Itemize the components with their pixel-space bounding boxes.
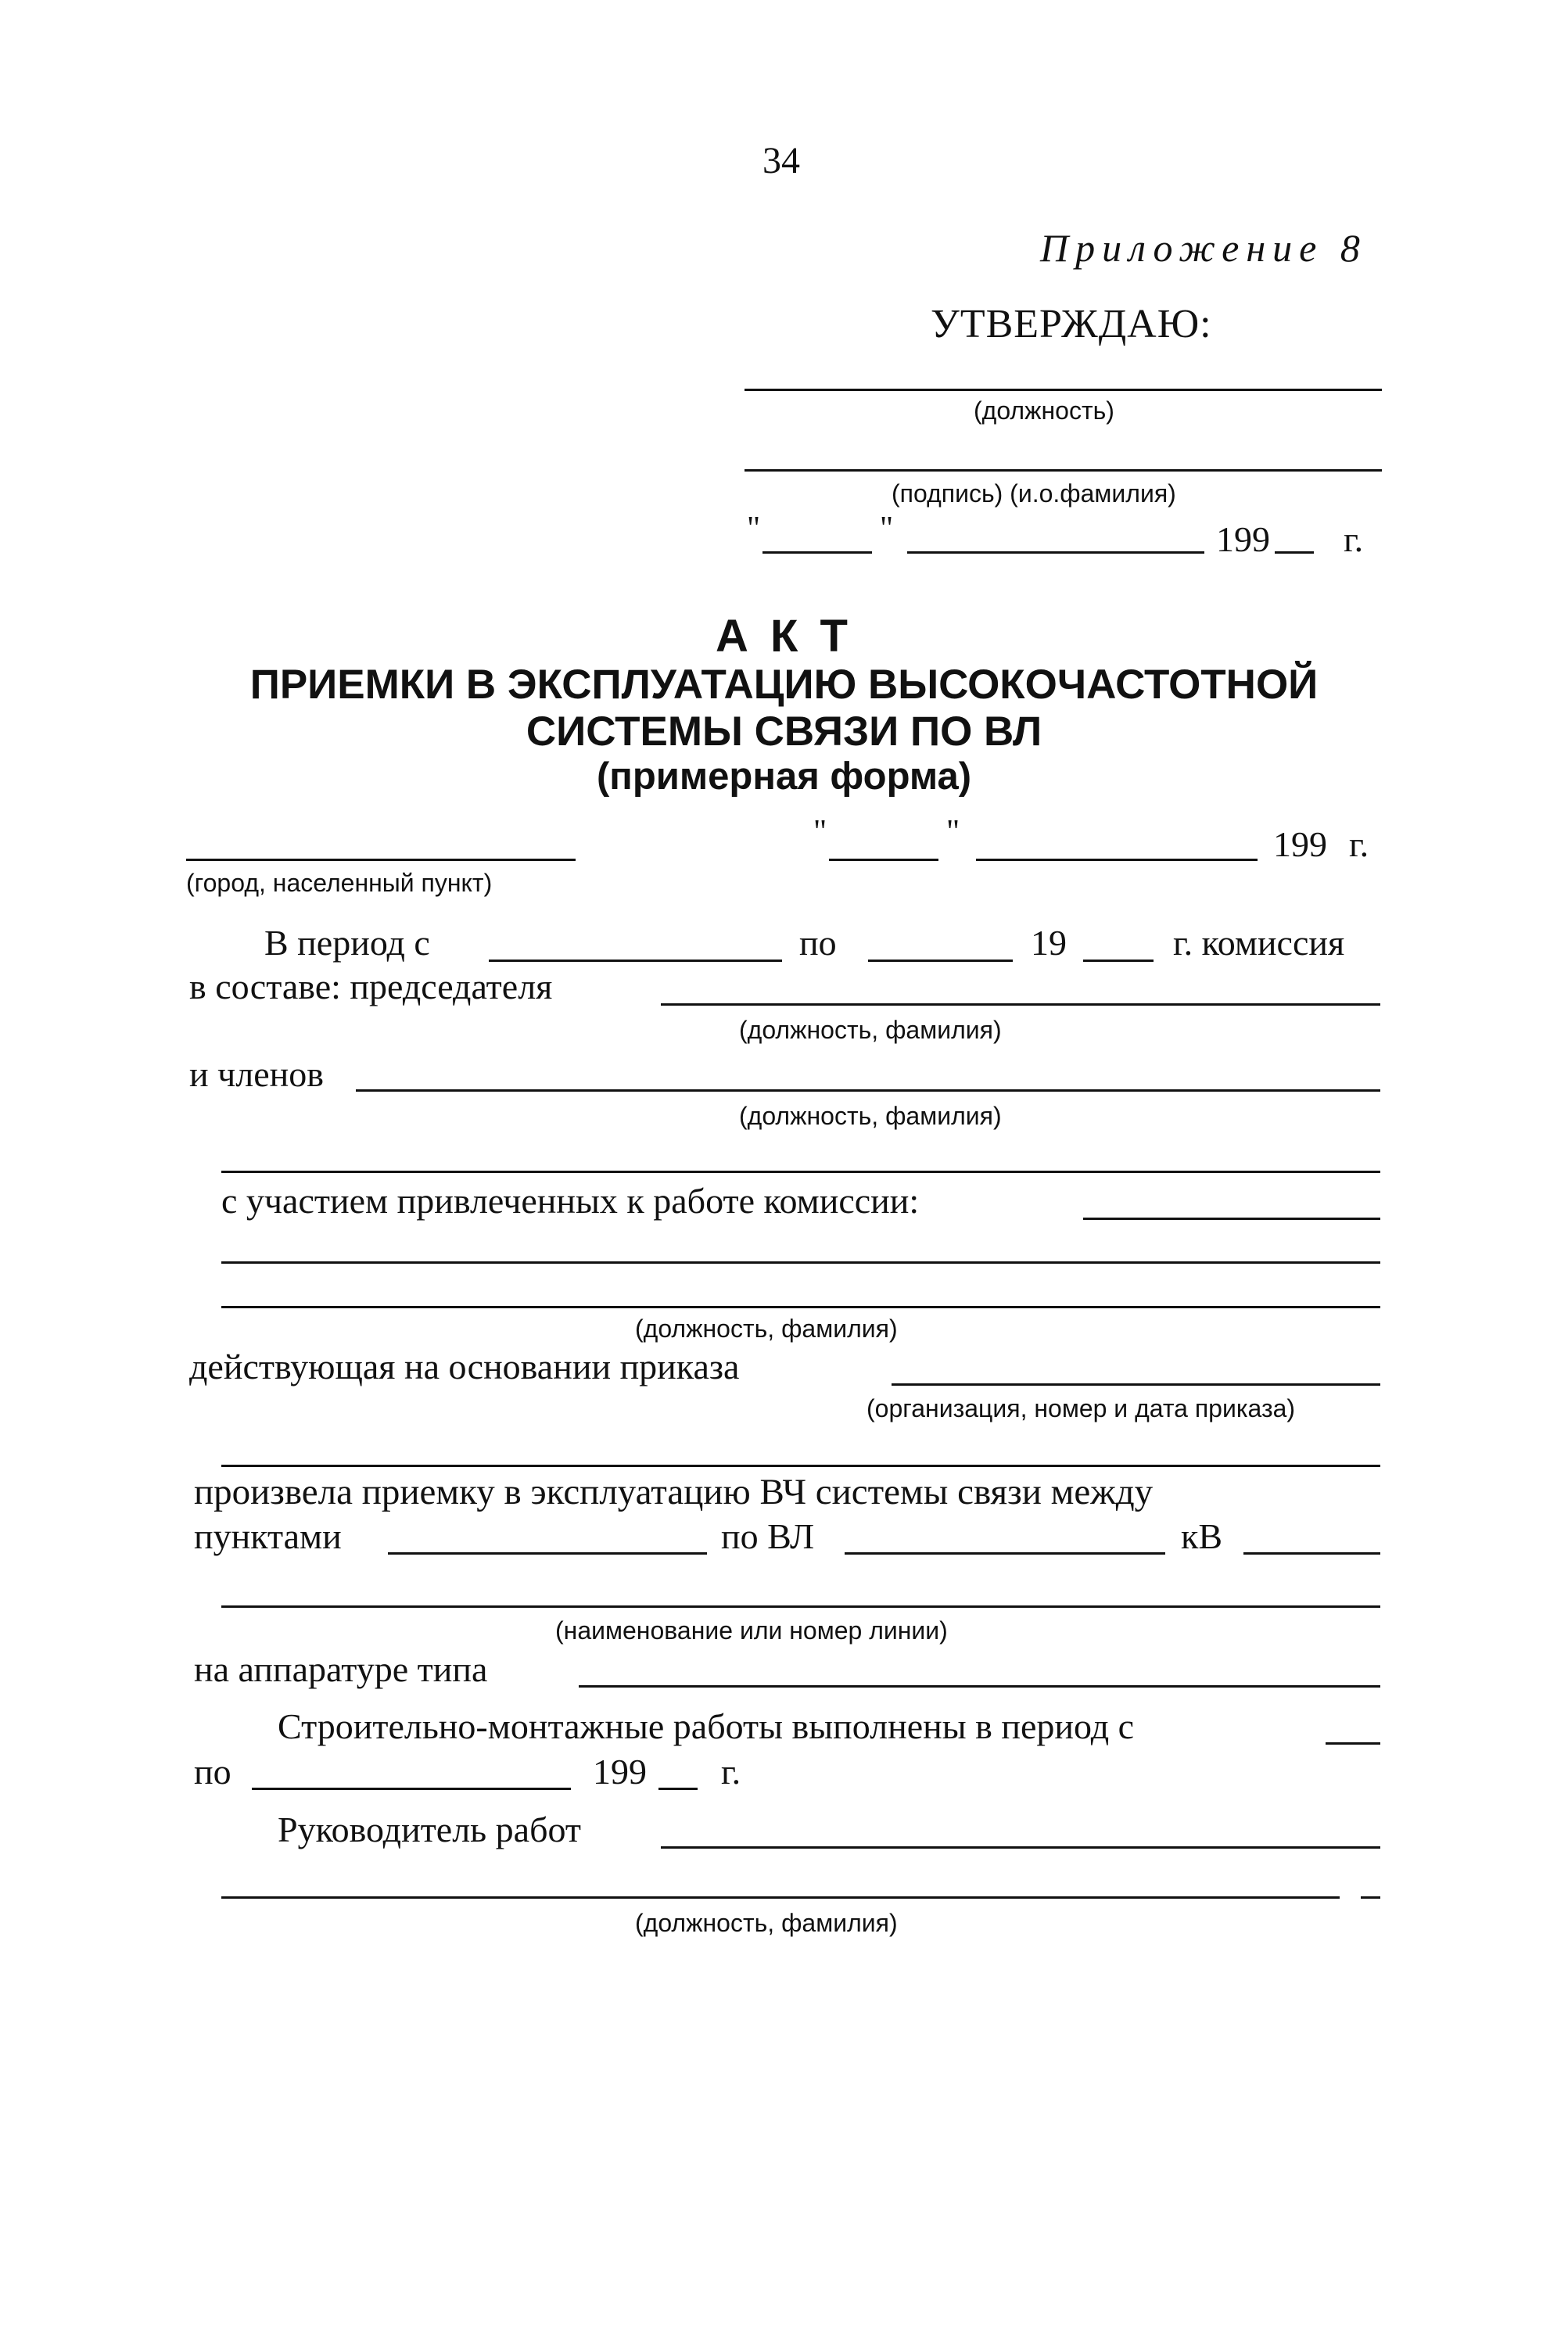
approval-month-line <box>907 551 1204 554</box>
order-basis-line <box>892 1383 1380 1386</box>
approval-position-caption: (должность) <box>974 396 1114 425</box>
order-basis-label: действующая на основании приказа <box>189 1347 740 1386</box>
place-date-quote-close: " <box>946 814 960 850</box>
equipment-label: на аппаратуре типа <box>194 1649 488 1689</box>
supervisor-extra-line-tail <box>1361 1896 1380 1899</box>
act-title: А К Т <box>716 611 852 662</box>
construction-year-suffix: г. <box>721 1752 741 1792</box>
construction-from-line <box>1326 1742 1380 1745</box>
approval-quote-close: " <box>880 511 894 547</box>
order-basis-caption: (организация, номер и дата приказа) <box>867 1394 1296 1422</box>
approval-signature-line <box>745 469 1382 472</box>
acceptance-text: произвела приемку в эксплуатацию ВЧ системы связи между <box>194 1472 1154 1512</box>
approval-day-line <box>762 551 872 554</box>
construction-to-line <box>252 1788 571 1790</box>
construction-year-prefix: 199 <box>593 1752 647 1792</box>
participants-line-2 <box>221 1261 1380 1264</box>
chairman-caption: (должность, фамилия) <box>739 1016 1002 1044</box>
approval-year-line <box>1275 551 1314 554</box>
equipment-line <box>579 1685 1380 1688</box>
members-caption: (должность, фамилия) <box>739 1102 1002 1130</box>
approval-position-line <box>745 389 1382 391</box>
period-to-line <box>868 960 1013 962</box>
period-year-prefix: 19 <box>1031 923 1067 963</box>
participants-line-3 <box>221 1306 1380 1308</box>
chairman-line <box>661 1003 1380 1006</box>
order-basis-extra-line <box>221 1465 1380 1467</box>
page-number: 34 <box>762 140 800 181</box>
supervisor-caption: (должность, фамилия) <box>635 1909 898 1937</box>
place-line <box>186 859 576 861</box>
participants-caption: (должность, фамилия) <box>635 1315 898 1343</box>
period-from-label: В период с <box>264 923 430 963</box>
approval-title: УТВЕРЖДАЮ: <box>931 302 1212 346</box>
period-from-line <box>489 960 782 962</box>
points-label: пунктами <box>194 1516 342 1556</box>
period-year-suffix: г. комиссия <box>1173 923 1345 963</box>
supervisor-label: Руководитель работ <box>278 1810 581 1849</box>
act-subtitle-line-1: ПРИЕМКИ В ЭКСПЛУАТАЦИЮ ВЫСОКОЧАСТОТНОЙ <box>249 662 1319 708</box>
construction-to-label: по <box>194 1752 231 1792</box>
approval-quote-open: " <box>747 511 761 547</box>
kv-line <box>1243 1552 1380 1555</box>
approval-year-suffix: г. <box>1344 519 1364 559</box>
members-label: и членов <box>189 1054 324 1094</box>
members-extra-line <box>221 1171 1380 1173</box>
place-date-year-prefix: 199 <box>1273 824 1327 864</box>
place-date-month-line <box>976 859 1258 861</box>
construction-text: Строительно-монтажные работы выполнены в период с <box>278 1706 1135 1746</box>
vl-line <box>845 1552 1165 1555</box>
participants-label: с участием привлеченных к работе комиссии: <box>221 1181 920 1221</box>
line-name-line <box>221 1605 1380 1608</box>
line-name-caption: (наименование или номер линии) <box>555 1616 948 1645</box>
participants-line-1 <box>1083 1218 1380 1220</box>
place-date-year-suffix: г. <box>1349 824 1369 864</box>
act-subtitle-line-2: СИСТЕМЫ СВЯЗИ ПО ВЛ <box>526 708 1042 755</box>
place-caption: (город, населенный пункт) <box>186 869 493 897</box>
points-line <box>388 1552 707 1555</box>
period-year-line <box>1083 960 1154 962</box>
place-date-quote-open: " <box>813 814 827 850</box>
kv-label: кВ <box>1181 1516 1223 1556</box>
construction-year-line <box>658 1788 698 1790</box>
appendix-label: Приложение 8 <box>1040 226 1367 270</box>
approval-signature-caption: (подпись) (и.о.фамилия) <box>892 479 1176 508</box>
chairman-label: в составе: председателя <box>189 967 553 1006</box>
act-form-note: (примерная форма) <box>596 755 972 798</box>
supervisor-extra-line <box>221 1896 1340 1899</box>
vl-label: по ВЛ <box>721 1516 815 1556</box>
place-date-day-line <box>829 859 938 861</box>
approval-year-prefix: 199 <box>1216 519 1270 559</box>
members-line <box>356 1089 1380 1092</box>
supervisor-line <box>661 1846 1380 1849</box>
period-to-label: по <box>799 923 837 963</box>
